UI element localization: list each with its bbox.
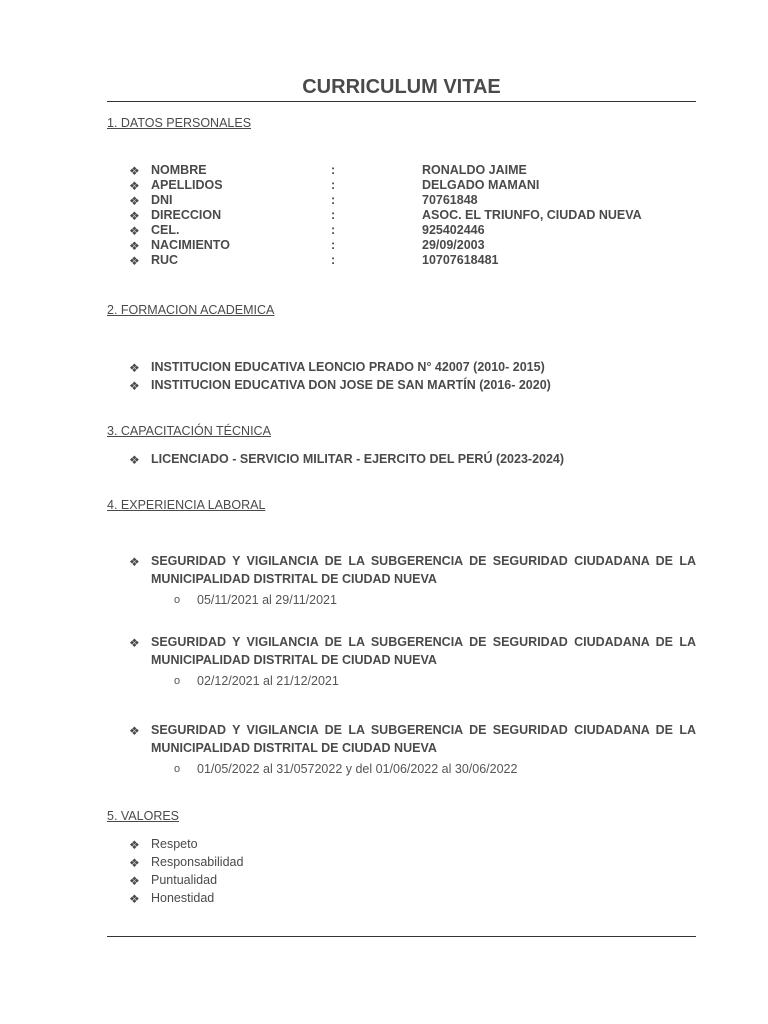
personal-label: APELLIDOS [151,178,223,192]
education-item: INSTITUCION EDUCATIVA DON JOSE DE SAN MARTÍN (2016- 2020) [151,378,551,392]
section-heading-education: 2. FORMACION ACADEMICA [107,303,275,317]
personal-separator: : [331,253,336,267]
bullet-icon: ❖ [129,874,140,888]
bullet-icon: ❖ [129,224,140,238]
bullet-icon: ❖ [129,555,140,569]
personal-label: DNI [151,193,173,207]
experience-dates: 02/12/2021 al 21/12/2021 [197,674,339,688]
personal-value: RONALDO JAIME [422,163,527,177]
circle-bullet-icon: o [174,763,181,775]
bullet-icon: ❖ [129,194,140,208]
bullet-icon: ❖ [129,636,140,650]
bullet-icon: ❖ [129,209,140,223]
personal-separator: : [331,223,336,237]
personal-value: 925402446 [422,223,485,237]
bullet-icon: ❖ [129,239,140,253]
bullet-icon: ❖ [129,453,140,467]
personal-label: RUC [151,253,179,267]
experience-title-line: SEGURIDAD Y VIGILANCIA DE LA SUBGERENCIA DE SEGURIDAD CIUDADANA DE LA [151,723,696,737]
personal-value: 29/09/2003 [422,238,485,252]
page-title: CURRICULUM VITAE [302,76,501,98]
personal-value: 10707618481 [422,253,499,267]
bullet-icon: ❖ [129,164,140,178]
bullet-icon: ❖ [129,724,140,738]
education-item: INSTITUCION EDUCATIVA LEONCIO PRADO N° 42007 (2010- 2015) [151,360,545,374]
personal-label: CEL. [151,223,180,237]
personal-value: ASOC. EL TRIUNFO, CIUDAD NUEVA [422,208,642,222]
personal-separator: : [331,193,336,207]
bullet-icon: ❖ [129,179,140,193]
bullet-icon: ❖ [129,379,140,393]
experience-title-line: MUNICIPALIDAD DISTRITAL DE CIUDAD NUEVA [151,572,437,586]
circle-bullet-icon: o [174,675,181,687]
personal-label: DIRECCION [151,208,222,222]
experience-title-line: MUNICIPALIDAD DISTRITAL DE CIUDAD NUEVA [151,741,437,755]
training-item: LICENCIADO - SERVICIO MILITAR - EJERCITO DEL PERÚ (2023-2024) [151,452,565,466]
experience-dates: 05/11/2021 al 29/11/2021 [197,593,337,607]
footer-rule [107,936,696,937]
personal-separator: : [331,238,336,252]
personal-value: 70761848 [422,193,478,207]
experience-dates: 01/05/2022 al 31/0572022 y del 01/06/2022 al 30/06/2022 [197,762,518,776]
section-heading-experience: 4. EXPERIENCIA LABORAL [107,498,266,512]
circle-bullet-icon: o [174,594,181,606]
experience-title-line: MUNICIPALIDAD DISTRITAL DE CIUDAD NUEVA [151,653,437,667]
value-item: Puntualidad [151,873,218,887]
personal-value: DELGADO MAMANI [422,178,540,192]
bullet-icon: ❖ [129,254,140,268]
title-underline [107,101,696,102]
bullet-icon: ❖ [129,856,140,870]
value-item: Honestidad [151,891,215,905]
personal-label: NOMBRE [151,163,207,177]
bullet-icon: ❖ [129,838,140,852]
experience-title-line: SEGURIDAD Y VIGILANCIA DE LA SUBGERENCIA DE SEGURIDAD CIUDADANA DE LA [151,554,696,568]
section-heading-training: 3. CAPACITACIÓN TÉCNICA [107,424,271,438]
experience-title-line: SEGURIDAD Y VIGILANCIA DE LA SUBGERENCIA DE SEGURIDAD CIUDADANA DE LA [151,635,696,649]
value-item: Responsabilidad [151,855,244,869]
personal-label: NACIMIENTO [151,238,230,252]
bullet-icon: ❖ [129,892,140,906]
value-item: Respeto [151,837,198,851]
personal-separator: : [331,163,336,177]
section-heading-values: 5. VALORES [107,809,180,823]
bullet-icon: ❖ [129,361,140,375]
personal-separator: : [331,208,336,222]
personal-separator: : [331,178,336,192]
section-heading-personal: 1. DATOS PERSONALES [107,116,252,130]
